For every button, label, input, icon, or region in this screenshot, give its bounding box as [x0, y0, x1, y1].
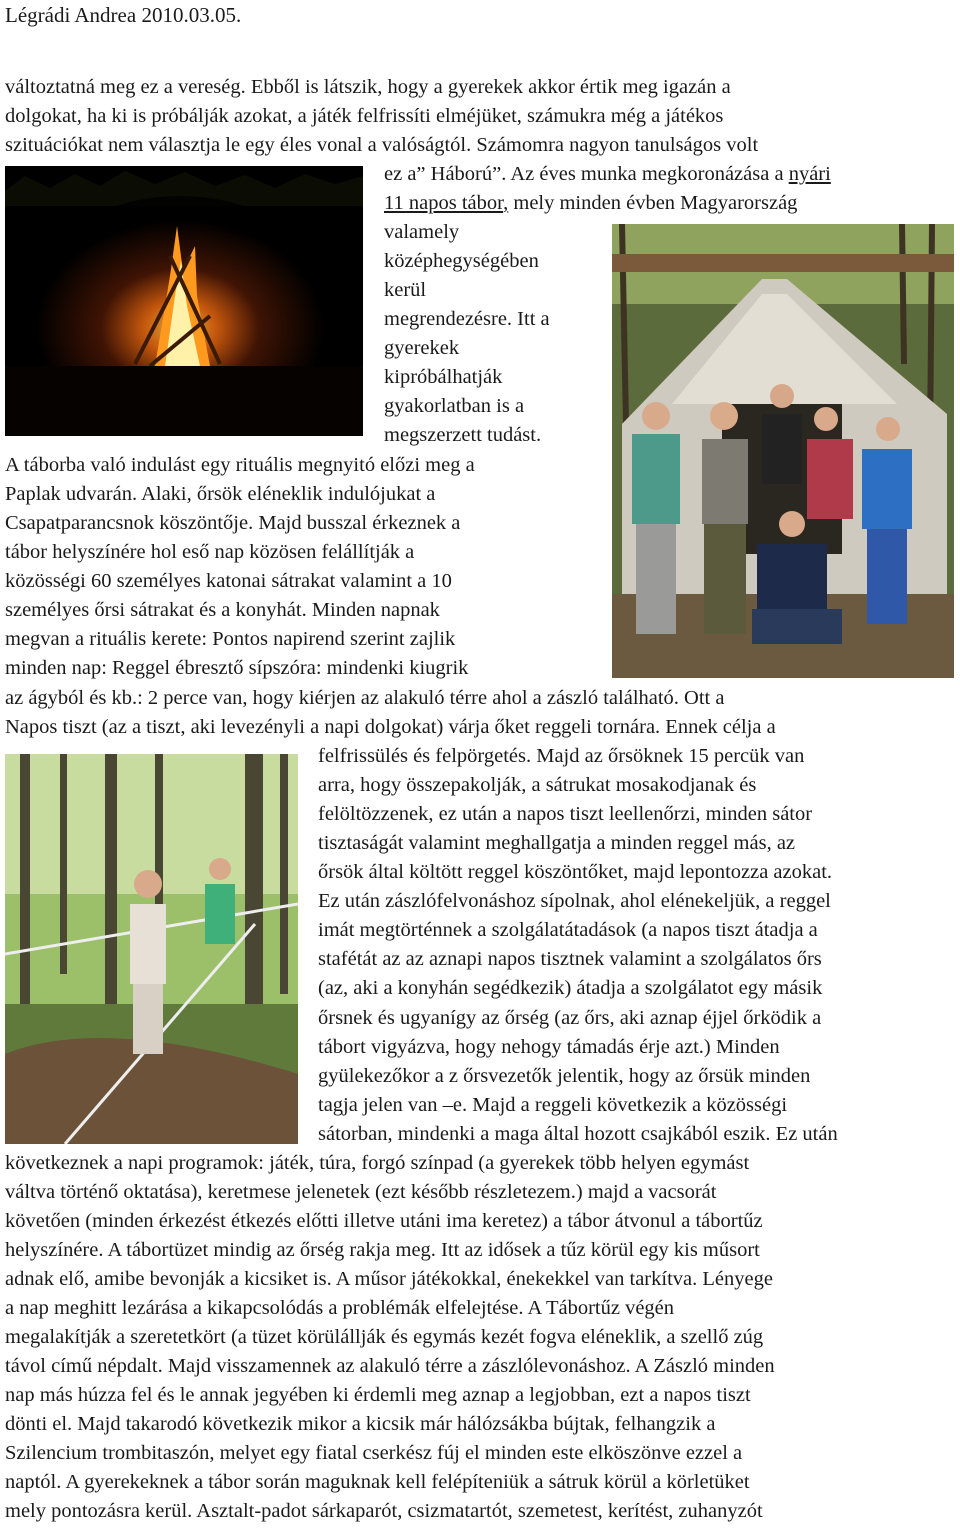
- text-line: minden nap: Reggel ébresztő sípszóra: mindenki kiugrik: [5, 657, 469, 679]
- text-line: naptól. A gyerekeknek a tábor során maguknak kell felépíteniük a sátruk körül a körletüket: [5, 1471, 750, 1493]
- text-line: adnak elő, amibe bevonják a kicsiket is. A műsor játékokkal, énekekkel van tarkítva. Lényege: [5, 1268, 773, 1290]
- text-line: helyszínére. A tábortüzet mindig az őrség rakja meg. Itt az idősek a tűz körül egy kis műsort: [5, 1239, 760, 1261]
- text-line: dönti el. Majd takarodó következik mikor a kicsik már hálózsákba bújtak, felhangzik a: [5, 1413, 716, 1435]
- text-line: stafétát az az aznapi napos tisztnek valamint a szolgálatos őrs: [318, 948, 822, 970]
- underlined-tabor: 11 napos tábor: [384, 192, 504, 214]
- text-line: nap más húzza fel és le annak jegyében ki érdemli meg aznap a legjobban, ezt a napos tiszt: [5, 1384, 751, 1406]
- text-line: tábort vigyázva, hogy nehogy támadás érje azt.) Minden: [318, 1036, 780, 1058]
- text-line: sátorban, mindenki a maga által hozott csajkából eszik. Ez után: [318, 1123, 838, 1145]
- text-line: távol című népdalt. Majd visszamennek az alakuló térre a zászlólevonáshoz. A Zászló minden: [5, 1355, 775, 1377]
- text-line: szituációkat nem választja le egy éles vonal a valóságtól. Számomra nagyon tanulságos volt: [5, 134, 759, 156]
- text-line: változtatná meg ez a vereség. Ebből is látszik, hogy a gyerekek akkor értik meg igazán a: [5, 76, 731, 98]
- text-line: személyes őrsi sátrakat és a konyhát. Minden napnak: [5, 599, 440, 621]
- underlined-comma: ,: [503, 192, 509, 214]
- text-line: kerül: [384, 279, 427, 301]
- text-line: középhegységében: [384, 250, 539, 272]
- text-line: A táborba való indulást egy rituális megnyitó előzi meg a: [5, 454, 475, 476]
- text-line: őrsök által költött reggel köszöntőket, majd lepontozza azokat.: [318, 861, 833, 883]
- text-line: gyerekek: [384, 337, 460, 359]
- underlined-nyari: nyári: [788, 163, 831, 185]
- text-line: megalakítják a szeretetkört (a tüzet körülállják és egymás kezét fogva eléneklik, a szellő zúg: [5, 1326, 764, 1348]
- text-line: 11 napos tábor, mely minden évben Magyarország: [384, 192, 798, 214]
- text-line: kipróbálhatják: [384, 366, 503, 388]
- text-line: mely pontozásra kerül. Asztalt-padot sárkaparót, csizmatartót, szemetest, kerítést, zuhanyzót: [5, 1500, 763, 1522]
- text-line: gyakorlatban is a: [384, 395, 525, 417]
- text-line: megvan a rituális kerete: Pontos napirend szerint zajlik: [5, 628, 456, 650]
- page-header: Légrádi Andrea 2010.03.05.: [5, 3, 242, 27]
- text-span: ez a” Háború”. Az éves munka megkoronázása a: [384, 163, 784, 185]
- text-line: következnek a napi programok: játék, túra, forgó színpad (a gyerekek több helyen egymást: [5, 1152, 750, 1174]
- text-line: dolgokat, ha ki is próbálják azokat, a játék felfrissíti elméjüket, számukra még a játékos: [5, 105, 724, 127]
- text-line: az ágyból és kb.: 2 perce van, hogy kiérjen az alakuló térre ahol a zászló található. Ott a: [5, 687, 725, 709]
- text-line: tagja jelen van –e. Majd a reggeli következik a közösségi: [318, 1094, 788, 1116]
- text-line: követően (minden érkezést étkezés előtti illetve utáni ima keretez) a tábor átvonul a tábortűz: [5, 1210, 763, 1232]
- text-line: megrendezésre. Itt a: [384, 308, 550, 330]
- text-line: Paplak udvarán. Alaki, őrsök eléneklik indulójukat a: [5, 483, 436, 505]
- text-line: tisztaságát valamint meghallgatja a minden reggel más, az: [318, 832, 796, 854]
- text-line: őrsnek és ugyanígy az őrség (az őrs, aki aznap éjjel őrködik a: [318, 1007, 822, 1029]
- text-line: Szilencium trombitaszón, melyet egy fiatal cserkész fúj el minden este elköszönve ezzel a: [5, 1442, 743, 1464]
- text-line: Napos tiszt (az a tiszt, aki levezényli a napi dolgokat) várja őket reggeli tornára. Ennek célja a: [5, 716, 776, 738]
- text-line: felöltözzenek, ez után a napos tiszt leellenőrzi, minden sátor: [318, 803, 813, 825]
- text-line: váltva történő oktatása), keretmese jelenetek (ezt később részletezem.) majd a vacsorát: [5, 1181, 717, 1203]
- text-line: Csapatparancsnok köszöntője. Majd busszal érkeznek a: [5, 512, 461, 534]
- text-line: [384, 160, 831, 189]
- campfire-photo: [5, 166, 363, 436]
- text-line: a nap meghitt lezárása a kikapcsolódás a problémák elfelejtése. A Tábortűz végén: [5, 1297, 675, 1319]
- text-line: gyülekezőkor a z őrsvezetők jelentik, hogy az őrsük minden: [318, 1065, 811, 1087]
- text-line: tábor helyszínére hol eső nap közösen felállítják a: [5, 541, 415, 563]
- text-line: megszerzett tudást.: [384, 424, 542, 446]
- text-line: közösségi 60 személyes katonai sátrakat valamint a 10: [5, 570, 452, 592]
- text-line: (az, aki a konyhán segédkezik) átadja a szolgálatot egy másik: [318, 977, 823, 999]
- text-line: Ez után zászlófelvonáshoz sípolnak, ahol elénekeljük, a reggel: [318, 890, 831, 912]
- rope-forest-photo: [5, 754, 298, 1144]
- text-line: felfrissülés és felpörgetés. Majd az őrsöknek 15 percük van: [318, 745, 805, 767]
- text-line: imát megtörténnek a szolgálatátadások (a napos tiszt átadja a: [318, 919, 818, 941]
- text-line: arra, hogy összepakolják, a sátrukat mosakodjanak és: [318, 774, 757, 796]
- text-line: valamely: [384, 221, 460, 243]
- children-tent-photo: [612, 224, 954, 678]
